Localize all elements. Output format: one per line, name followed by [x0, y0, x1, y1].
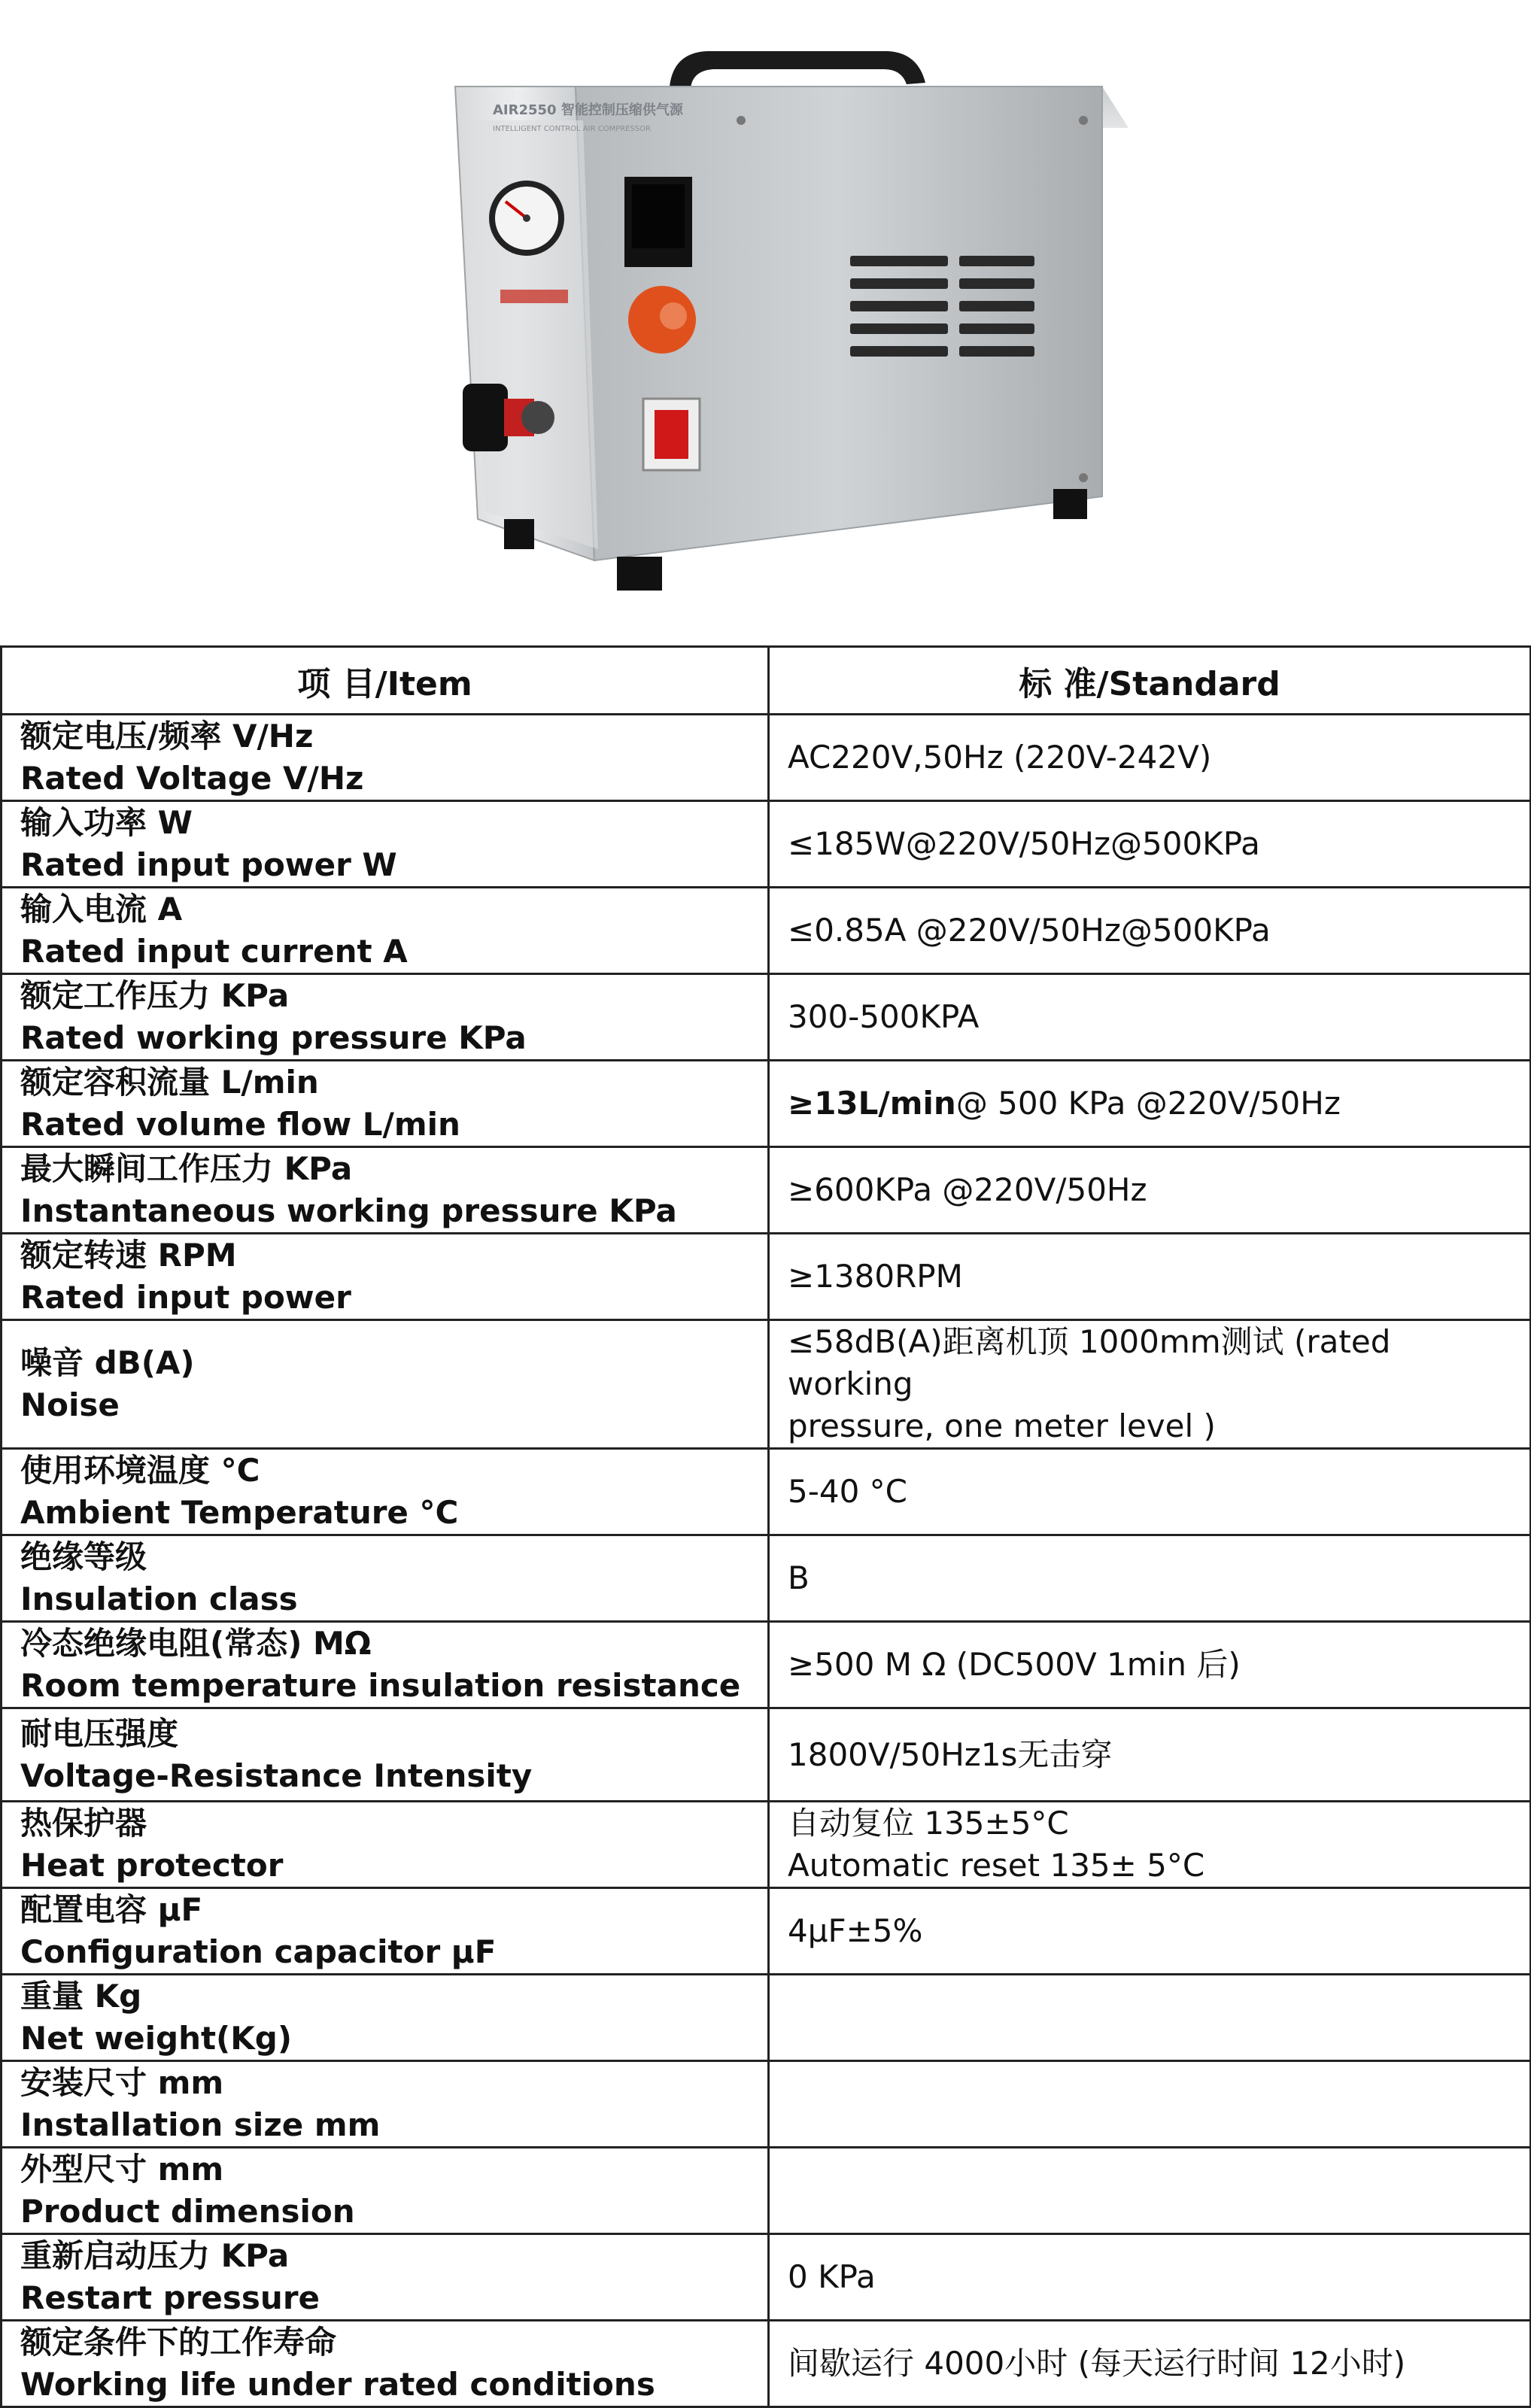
standard-cell: [769, 1320, 1531, 1449]
item-cell: [2, 1975, 769, 2061]
standard-value: 300-500KPA: [788, 998, 980, 1035]
item-en-label: Rated input power: [20, 1279, 351, 1316]
item-en-label: Noise: [20, 1386, 120, 1423]
table-row: [2, 974, 1531, 1061]
standard-value-emphasis: ≥13L/min: [788, 1085, 956, 1122]
table-row: [2, 1147, 1531, 1234]
table-row: [2, 2061, 1531, 2148]
header-item: 项 目/Item: [2, 647, 769, 715]
standard-value: ≤185W@220V/50Hz@500KPa: [788, 825, 1260, 862]
item-en-label: Installation size mm: [20, 2106, 381, 2143]
table-row: [2, 1622, 1531, 1708]
table-row: [2, 1888, 1531, 1975]
standard-value: ≤58dB(A)距离机顶 1000mm测试 (rated working: [788, 1323, 1391, 1402]
item-cn-label: 冷态绝缘电阻(常态) MΩ: [20, 1625, 372, 1662]
item-en-label: Insulation class: [20, 1581, 298, 1617]
item-cell: [2, 1449, 769, 1535]
item-en-label: Rated volume flow L/min: [20, 1106, 460, 1143]
standard-value: 1800V/50Hz1s无击穿: [788, 1735, 1113, 1773]
standard-cell: [769, 2148, 1531, 2234]
item-cell: [2, 2234, 769, 2321]
item-cell: [2, 1888, 769, 1975]
table-row: [2, 715, 1531, 801]
item-cell: [2, 1802, 769, 1888]
standard-cell: [769, 801, 1531, 888]
standard-cell: [769, 974, 1531, 1061]
item-en-label: Working life under rated conditions: [20, 2366, 655, 2403]
standard-value: ≤0.85A @220V/50Hz@500KPa: [788, 912, 1271, 949]
standard-cell: [769, 1975, 1531, 2061]
item-cell: [2, 1234, 769, 1320]
standard-value: B: [788, 1559, 810, 1596]
table-row: [2, 1802, 1531, 1888]
item-cn-label: 额定工作压力 KPa: [20, 977, 290, 1014]
item-en-label: Voltage-Resistance Intensity: [20, 1757, 533, 1794]
item-cell: [2, 1061, 769, 1147]
table-row: [2, 2148, 1531, 2234]
item-cell: [2, 888, 769, 974]
table-row: [2, 1535, 1531, 1622]
standard-cell: [769, 1622, 1531, 1708]
item-cn-label: 绝缘等级: [20, 1538, 147, 1575]
item-en-label: Net weight(Kg): [20, 2020, 293, 2057]
table-row: [2, 1708, 1531, 1802]
item-cn-label: 重新启动压力 KPa: [20, 2237, 290, 2274]
item-cell: [2, 1535, 769, 1622]
standard-value: 间歇运行 4000小时 (每天运行时间 12小时): [788, 2345, 1406, 2382]
standard-cell: [769, 1802, 1531, 1888]
item-cn-label: 额定容积流量 L/min: [20, 1064, 319, 1101]
item-cn-label: 使用环境温度 °C: [20, 1452, 260, 1489]
table-header-row: [2, 647, 1531, 715]
item-cell: [2, 1147, 769, 1234]
standard-cell: [769, 1061, 1531, 1147]
standard-value: pressure, one meter level ): [788, 1407, 1216, 1444]
standard-cell: [769, 1449, 1531, 1535]
standard-value: 4μF±5%: [788, 1912, 923, 1949]
item-cell: [2, 1320, 769, 1449]
table-row: [2, 1975, 1531, 2061]
standard-cell: [769, 1234, 1531, 1320]
item-en-label: Restart pressure: [20, 2279, 320, 2316]
item-cn-label: 额定转速 RPM: [20, 1237, 237, 1274]
standard-cell: [769, 2321, 1531, 2407]
item-cn-label: 输入功率 W: [20, 804, 193, 841]
standard-cell: [769, 1708, 1531, 1802]
item-cn-label: 安装尺寸 mm: [20, 2064, 224, 2101]
standard-value: 0 KPa: [788, 2258, 876, 2295]
standard-value: ≥500 M Ω (DC500V 1min 后): [788, 1646, 1241, 1683]
standard-value: Automatic reset 135± 5°C: [788, 1847, 1205, 1884]
item-en-label: Rated working pressure KPa: [20, 1019, 527, 1056]
standard-cell: [769, 715, 1531, 801]
item-cn-label: 外型尺寸 mm: [20, 2151, 224, 2188]
item-cell: [2, 1622, 769, 1708]
item-en-label: Ambient Temperature °C: [20, 1494, 459, 1531]
item-cn-label: 耐电压强度: [20, 1714, 179, 1752]
item-cn-label: 重量 Kg: [20, 1978, 142, 2015]
standard-value: [788, 1083, 1511, 1125]
item-cell: [2, 974, 769, 1061]
standard-value: ≥1380RPM: [788, 1258, 963, 1295]
panel-title: AIR2550 智能控制压缩供气源: [493, 102, 683, 118]
standard-value: 5-40 °C: [788, 1473, 907, 1510]
spec-table-body: [2, 715, 1531, 2407]
item-cn-label: 输入电流 A: [20, 891, 183, 928]
table-row: [2, 1320, 1531, 1449]
item-cell: [2, 2321, 769, 2407]
item-cn-label: 额定条件下的工作寿命: [20, 2324, 337, 2361]
standard-cell: [769, 1147, 1531, 1234]
table-row: [2, 1234, 1531, 1320]
standard-cell: [769, 888, 1531, 974]
item-cell: [2, 2148, 769, 2234]
item-cn-label: 额定电压/频率 V/Hz: [20, 718, 314, 755]
item-en-label: Product dimension: [20, 2193, 355, 2230]
standard-value: ≥600KPa @220V/50Hz: [788, 1171, 1147, 1208]
standard-value: 自动复位 135±5°C: [788, 1805, 1069, 1842]
item-cell: [2, 801, 769, 888]
panel-subtitle: INTELLIGENT CONTROL AIR COMPRESSOR: [493, 125, 652, 133]
product-photo: [421, 30, 1144, 602]
item-en-label: Rated Voltage V/Hz: [20, 760, 364, 797]
item-cn-label: 热保护器: [20, 1805, 147, 1842]
table-row: [2, 801, 1531, 888]
standard-cell: [769, 1888, 1531, 1975]
standard-cell: [769, 1535, 1531, 1622]
table-row: [2, 1061, 1531, 1147]
item-cn-label: 配置电容 μF: [20, 1891, 203, 1928]
standard-value: AC220V,50Hz (220V-242V): [788, 739, 1212, 776]
item-en-label: Instantaneous working pressure KPa: [20, 1192, 677, 1229]
standard-value-rest: @ 500 KPa @220V/50Hz: [955, 1085, 1341, 1122]
item-cn-label: 最大瞬间工作压力 KPa: [20, 1150, 353, 1187]
item-en-label: Rated input current A: [20, 933, 408, 970]
header-standard: 标 准/Standard: [769, 647, 1531, 715]
table-row: [2, 2234, 1531, 2321]
table-row: [2, 2321, 1531, 2407]
item-cell: [2, 1708, 769, 1802]
spec-table: [0, 645, 1531, 2408]
item-cell: [2, 2061, 769, 2148]
standard-cell: [769, 2234, 1531, 2321]
item-en-label: Rated input power W: [20, 846, 397, 883]
standard-cell: [769, 2061, 1531, 2148]
item-cn-label: 噪音 dB(A): [20, 1344, 195, 1381]
table-row: [2, 1449, 1531, 1535]
item-en-label: Heat protector: [20, 1847, 284, 1884]
table-row: [2, 888, 1531, 974]
item-en-label: Configuration capacitor μF: [20, 1933, 497, 1970]
item-en-label: Room temperature insulation resistance: [20, 1667, 741, 1704]
item-cell: [2, 715, 769, 801]
